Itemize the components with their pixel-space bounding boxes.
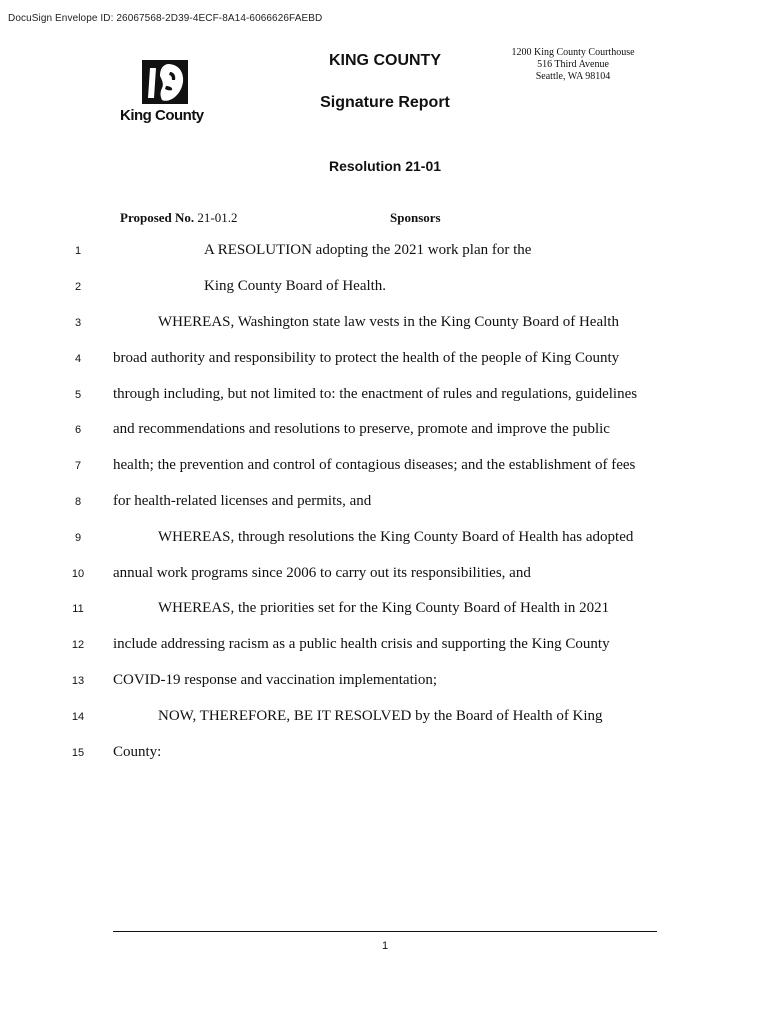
address-block [505, 47, 641, 83]
line-text: include addressing racism as a public health crisis and supporting the King County [113, 636, 610, 652]
footer-divider [113, 931, 657, 932]
proposed-number [120, 210, 238, 226]
line-text: King County Board of Health. [204, 278, 387, 294]
line-text: through including, but not limited to: the enactment of rules and regulations, guidelines [113, 386, 638, 402]
line-text: WHEREAS, the priorities set for the King County Board of Health in 2021 [158, 600, 610, 616]
page-number: 1 [381, 940, 389, 952]
report-title: Signature Report [320, 94, 450, 111]
line-text: COVID-19 response and vaccination implementation; [113, 672, 438, 688]
line-number: 10 [71, 568, 85, 580]
line-text: broad authority and responsibility to protect the health of the people of King County [113, 350, 620, 366]
line-text: NOW, THEREFORE, BE IT RESOLVED by the Board of Health of King [158, 708, 603, 724]
resolution-title: Resolution 21-01 [328, 158, 442, 174]
line-number: 4 [74, 353, 82, 365]
proposed-label: Proposed No. [120, 210, 195, 225]
line-number: 3 [74, 317, 82, 329]
line-text: for health-related licenses and permits, and [113, 493, 372, 509]
address-line: Seattle, WA 98104 [535, 71, 611, 82]
line-text: WHEREAS, Washington state law vests in the King County Board of Health [158, 314, 619, 330]
line-number: 2 [74, 281, 82, 293]
mlk-portrait-icon [142, 60, 188, 104]
line-number: 8 [74, 496, 82, 508]
proposed-value: 21-01.2 [197, 210, 238, 225]
line-number: 7 [74, 460, 82, 472]
address-line: 516 Third Avenue [537, 59, 609, 70]
line-number: 13 [71, 675, 85, 687]
line-text: County: [113, 744, 162, 760]
line-text: health; the prevention and control of contagious diseases; and the establishment of fees [113, 457, 636, 473]
line-text: WHEREAS, through resolutions the King County Board of Health has adopted [158, 529, 634, 545]
org-title: KING COUNTY [329, 52, 441, 69]
sponsors-label: Sponsors [390, 210, 441, 225]
logo-wordmark: King County [120, 107, 204, 124]
line-number: 15 [71, 747, 85, 759]
line-number: 12 [71, 639, 85, 651]
line-number: 11 [72, 603, 84, 615]
line-number: 14 [71, 711, 85, 723]
address-line: 1200 King County Courthouse [511, 47, 635, 58]
line-number: 1 [74, 245, 82, 257]
line-number: 5 [74, 389, 82, 401]
envelope-id: DocuSign Envelope ID: 26067568-2D39-4ECF-8A14-6066626FAEBD [8, 13, 323, 24]
line-number: 9 [74, 532, 82, 544]
line-text: annual work programs since 2006 to carry out its responsibilities, and [113, 565, 531, 581]
line-number: 6 [74, 424, 82, 436]
line-text: and recommendations and resolutions to preserve, promote and improve the public [113, 421, 610, 437]
line-text: A RESOLUTION adopting the 2021 work plan for the [204, 242, 532, 258]
